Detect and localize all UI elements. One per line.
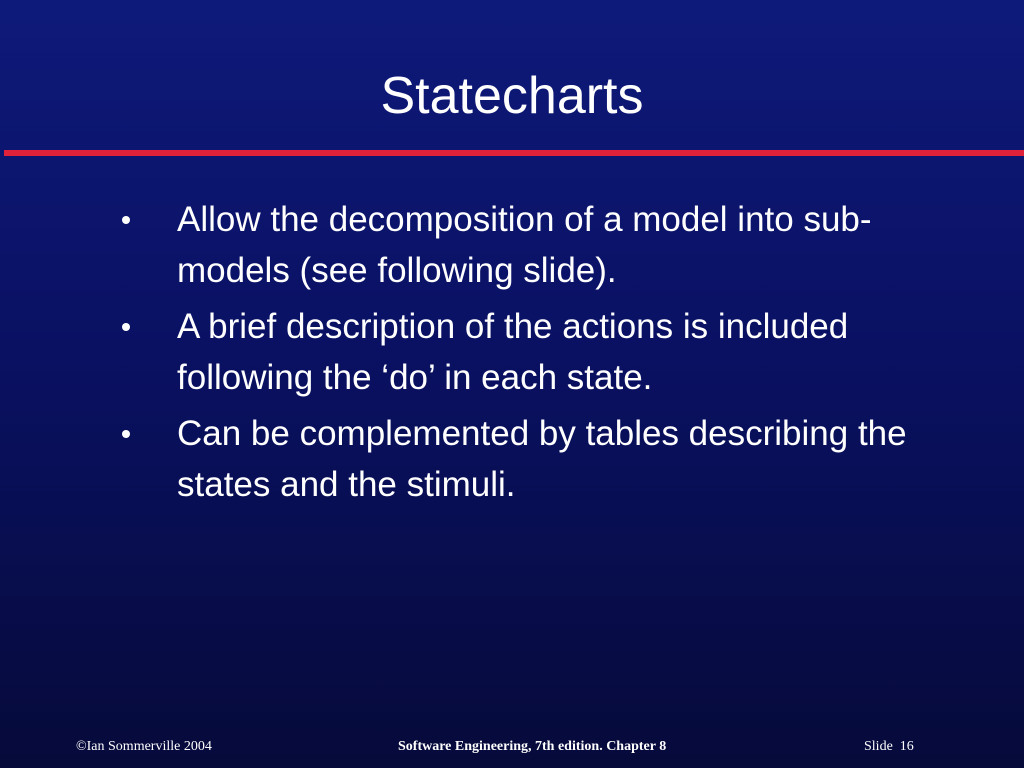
bullet-dot-icon bbox=[122, 323, 130, 331]
bullet-text: A brief description of the actions is included following the ‘do’ in each state. bbox=[177, 307, 849, 397]
bullet-item bbox=[120, 194, 980, 296]
bullet-list bbox=[120, 194, 980, 515]
bullet-text: Allow the decomposition of a model into sub-models (see following slide). bbox=[177, 200, 872, 290]
bullet-item bbox=[120, 301, 980, 403]
slide-title: Statecharts bbox=[380, 67, 644, 125]
bullet-dot-icon bbox=[122, 216, 130, 224]
title-divider bbox=[4, 150, 1024, 156]
bullet-item bbox=[120, 408, 980, 510]
footer-book-title: Software Engineering, 7th edition. Chapter 8 bbox=[398, 739, 667, 754]
bullet-dot-icon bbox=[122, 430, 130, 438]
footer-copyright: ©Ian Sommerville 2004 bbox=[76, 739, 212, 754]
footer-slide-number: Slide 16 bbox=[864, 739, 914, 754]
bullet-text: Can be complemented by tables describing the states and the stimuli. bbox=[177, 414, 907, 504]
